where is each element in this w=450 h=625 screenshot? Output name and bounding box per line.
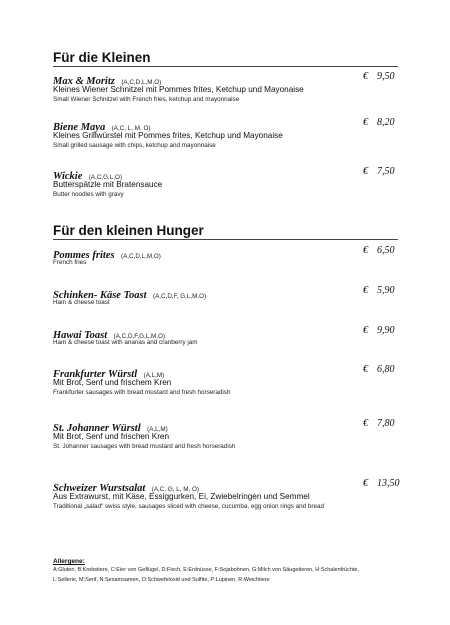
item-description-en: Small grilled sausage with chips, ketchup and mayonnaise (53, 142, 216, 149)
item-name: Schinken- Käse Toast (53, 290, 147, 301)
menu-item-st-johanner-wuerstl (53, 418, 398, 451)
item-allergens: (A,C, G, L, M, O) (151, 486, 199, 493)
allergen-legend (53, 557, 423, 585)
item-description-en: Ham & cheese toast with ananas and cranberry jam (53, 339, 198, 346)
menu-item-wickie (53, 166, 398, 199)
item-allergens: (A,C,D,L,M,O) (121, 253, 161, 260)
item-name: Biene Maya (53, 122, 106, 133)
section-heading-kleinen-hunger (53, 223, 398, 240)
allergen-line: A:Gluten, B:Krebstiere, C:Eier von Geflügel, D:Fisch, E:Erdnüsse, F:Sojabohnen, G:Milch von Säugetieren, H:Schalenfrüchte, (53, 567, 360, 573)
item-description-de: Butterspätzle mit Bratensauce (53, 180, 163, 189)
item-price: € 7,80 (363, 418, 395, 429)
euro-sign: € (363, 418, 368, 429)
menu-item-schinken-kaese-toast (53, 285, 398, 307)
item-allergens: (A,L,M) (143, 372, 165, 379)
item-price: € 7,50 (363, 166, 395, 177)
euro-sign: € (363, 364, 368, 375)
item-description-de: Mit Brot, Senf und frischem Kren (53, 378, 172, 387)
item-description-de: Kleines Wiener Schnitzel mit Pommes frites, Ketchup und Mayonaise (53, 85, 304, 94)
item-description-en: St. Johanner sausages with bread mustard and fresh horseradish (53, 443, 236, 450)
item-price: € 5,90 (363, 285, 395, 296)
item-price: € 9,50 (363, 71, 395, 82)
item-description-de: Mit Brot, Senf und frischen Kren (53, 432, 170, 441)
item-description-en: Ham & cheese toast (53, 299, 110, 306)
euro-sign: € (363, 245, 368, 256)
item-allergens: (A,C,G,L,O) (88, 174, 123, 181)
menu-item-frankfurter-wuerstl (53, 364, 398, 397)
menu-item-max-moritz (53, 71, 398, 104)
euro-sign: € (363, 325, 368, 336)
item-name: Hawai Toast (53, 330, 108, 341)
item-name: Pommes frites (53, 250, 115, 261)
section-title: Für die Kleinen (53, 50, 151, 65)
item-allergens: (A,C,D,F,G,L,M,O) (113, 333, 166, 340)
euro-sign: € (363, 285, 368, 296)
menu-item-biene-maya (53, 117, 398, 150)
menu-item-pommes-frites (53, 245, 398, 267)
item-allergens: (A,C, L, M, O) (111, 125, 151, 132)
item-name: St. Johanner Würstl (53, 423, 141, 434)
item-price: € 6,80 (363, 364, 395, 375)
item-price: € 8,20 (363, 117, 395, 128)
section-heading-kleinen (53, 50, 398, 67)
item-description-en: Frankfurter sausages with bread mustard and fresh horseradish (53, 389, 231, 396)
section-title: Für den kleinen Hunger (53, 223, 204, 238)
allergen-line: L:Sellerie, M:Senf, N:Sesamsamen, O:Schwefeloxid und Sulfite, P:Lupinen, R:Weichtiere (53, 576, 270, 583)
item-name: Schweizer Wurstsalat (53, 483, 146, 494)
item-price: € 13,50 (363, 478, 400, 489)
euro-sign: € (363, 71, 368, 82)
euro-sign: € (363, 117, 368, 128)
item-description-en: Traditional „salad“ swiss style, sausages sliced with cheese, cucumba, egg onion rings and bread (53, 503, 325, 510)
item-price: € 6,50 (363, 245, 395, 256)
item-description-de: Kleines Grillwürstel mit Pommes frites, Ketchup und Mayonaise (53, 131, 283, 140)
item-price: € 9,90 (363, 325, 395, 336)
euro-sign: € (363, 166, 368, 177)
item-description-de: Aus Extrawurst, mit Käse, Essiggurken, Ei, Zwiebelringen und Semmel (53, 492, 310, 501)
allergen-title: Allergene: (53, 558, 85, 565)
euro-sign: € (363, 478, 368, 489)
item-allergens: (A,C,D,F, G,L,M,O) (153, 293, 207, 300)
item-allergens: (A,C,D,L,M,O) (121, 79, 162, 86)
item-description-en: Small Wiener Schnitzel with French fries, ketchup and mayonnaise (53, 96, 240, 103)
menu-item-hawai-toast (53, 325, 398, 347)
item-name: Frankfurter Würstl (53, 369, 138, 380)
item-description-en: Butter noodles with gravy (53, 191, 124, 198)
item-allergens: (A,L,M) (147, 426, 168, 433)
item-name: Max & Moritz (53, 76, 115, 87)
menu-item-schweizer-wurstsalat (53, 478, 398, 511)
item-description-en: French fries (53, 259, 87, 266)
item-name: Wickie (53, 171, 83, 182)
